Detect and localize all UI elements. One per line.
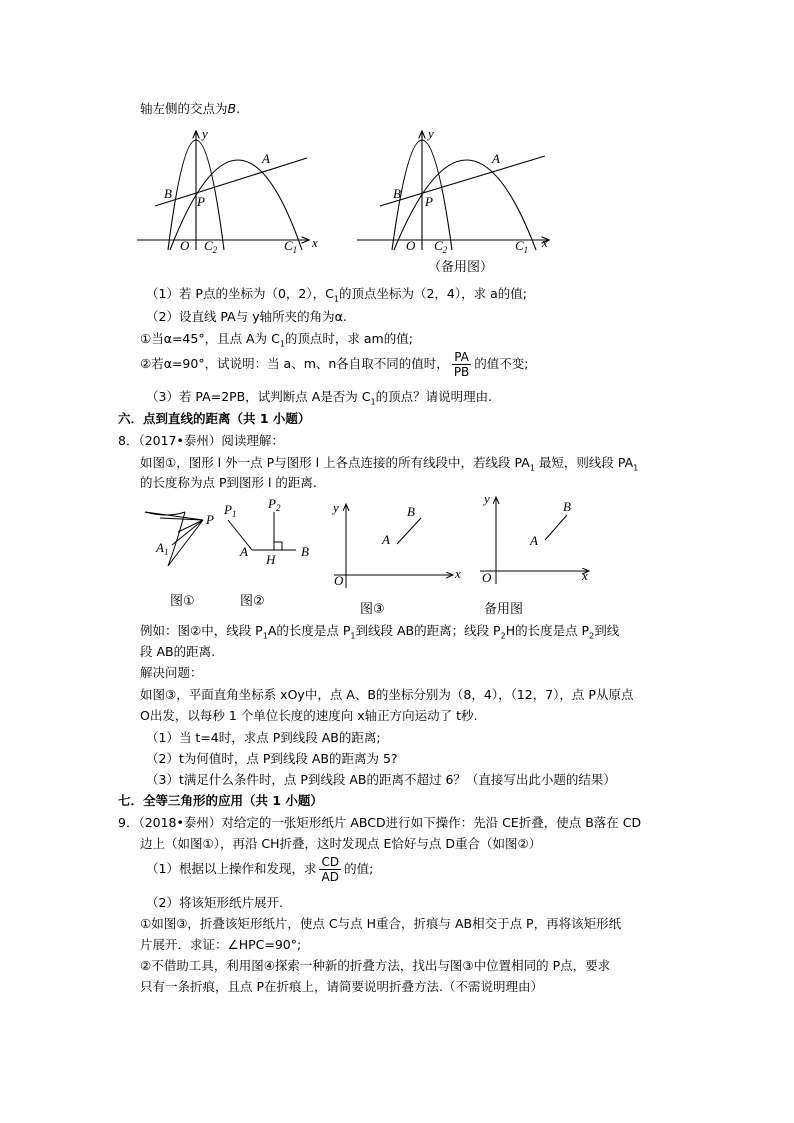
fig2-p2: $P_2$ xyxy=(268,496,281,513)
caption-fig4: 备用图 xyxy=(484,602,524,617)
fig3-y: y xyxy=(333,500,339,515)
q7-part2b: ②若α=90°，试说明：当 a、m、n各自取不同的值时， $\frac{PA}{PB}$ 的值不变; xyxy=(140,350,529,379)
fig1-shape xyxy=(145,512,203,566)
label-c2: $C_2$ xyxy=(204,238,218,255)
label-o-2: O xyxy=(406,238,416,253)
fig3-axes xyxy=(334,505,452,588)
q8-setup1: 如图③，平面直角坐标系 xOy中，点 A、B的坐标分别为（8，4），（12，7），点 P从原点 xyxy=(140,687,634,702)
q7-part2: （2）设直线 PA与 y轴所夹的角为α. xyxy=(146,309,347,324)
section-6-title: 六．点到直线的距离（共 1 小题） xyxy=(118,411,311,426)
q7-part1: （1）若 P点的坐标为（0，2），$C_1$的顶点坐标为（2，4），求 a的值; xyxy=(146,286,527,304)
q9-part2: （2）将该矩形纸片展开. xyxy=(146,895,283,910)
caption-fig1: 图① xyxy=(170,594,195,609)
q8-part2: （2）t为何值时，点 P到线段 AB的距离为 5? xyxy=(146,751,398,766)
fig3-b: B xyxy=(407,504,415,519)
q9-part2a-line1: ①如图③，折叠该矩形纸片，使点 C与点 H重合，折痕与 AB相交于点 P，再将该矩形纸 xyxy=(140,916,622,931)
q8-heading: 8．（2017•泰州）阅读理解： xyxy=(118,433,284,448)
caption-fig3: 图③ xyxy=(360,602,385,617)
q8-part3: （3）t满足什么条件时，点 P到线段 AB的距离不超过 6？（直接写出此小题的结果） xyxy=(146,772,616,787)
fig4-y: y xyxy=(484,491,490,506)
q8-line2: 的长度称为点 P到图形 l 的距离. xyxy=(140,475,317,490)
fig1-a1: $A_1$ xyxy=(156,540,169,557)
fig1-p: P xyxy=(206,512,214,527)
fig3-segment-ab xyxy=(397,518,421,544)
fig2-b: B xyxy=(301,544,309,559)
fig4-x: x xyxy=(582,568,588,583)
fig4-segment-ab xyxy=(545,515,567,540)
label-b: B xyxy=(164,186,172,201)
backup-figure-caption: （备用图） xyxy=(428,260,494,275)
fig4-o: O xyxy=(482,570,492,585)
label-c1-2: $C_1$ xyxy=(515,238,529,255)
fig4-a: A xyxy=(530,533,538,548)
q9-line2: 边上（如图①），再沿 CH折叠，这时发现点 E恰好与点 D重合（如图②） xyxy=(140,836,542,851)
label-p-2: P xyxy=(425,194,433,209)
q9-part1: （1）根据以上操作和发现，求 $\frac{CD}{AD}$ 的值; xyxy=(146,855,374,884)
label-x: x xyxy=(312,235,318,250)
q8-line1: 如图①，图形 l 外一点 P与图形 l 上各点连接的所有线段中，若线段 $PA_1$ 最短，则线段 $PA_1$ xyxy=(140,455,639,473)
q8-setup2: O出发，以每秒 1 个单位长度的速度向 x轴正方向运动了 t秒. xyxy=(140,708,478,723)
q7-continuation: 轴左侧的交点为B. xyxy=(140,101,241,116)
label-c1: $C_1$ xyxy=(284,238,298,255)
q9-line1: 9．（2018•泰州）对给定的一张矩形纸片 ABCD进行如下操作：先沿 CE折叠，使点 B落在 CD xyxy=(118,815,642,830)
fig2-p1: $P_1$ xyxy=(224,502,237,519)
label-y-2: y xyxy=(428,126,434,141)
section-7-title: 七．全等三角形的应用（共 1 小题） xyxy=(118,793,323,808)
q8-example-line1: 例如：图②中，线段 $P_1A$的长度是点 $P_1$到线段 AB的距离；线段 $P_2H$的长度是点 $P_2$到线 xyxy=(140,623,620,641)
q7-part2a: ①当α=45°，且点 A为 $C_1$的顶点时，求 am的值; xyxy=(140,331,413,349)
q9-part2b-line2: 只有一条折痕，且点 P在折痕上，请简要说明折叠方法.（不需说明理由） xyxy=(140,979,543,994)
q8-example-line2: 段 AB的距离. xyxy=(140,644,216,659)
fig3-o: O xyxy=(334,573,344,588)
label-p: P xyxy=(197,194,205,209)
fig2-a: A xyxy=(240,544,248,559)
fig3-x: x xyxy=(455,566,461,581)
q9-part2b-line1: ②不借助工具，利用图④探索一种新的折叠方法，找出与图③中位置相同的 P点，要求 xyxy=(140,958,611,973)
label-a: A xyxy=(262,151,270,166)
label-c2-2: $C_2$ xyxy=(434,238,448,255)
q7-part3: （3）若 PA=2PB，试判断点 A是否为 $C_1$的顶点？请说明理由. xyxy=(146,389,493,407)
q8-part1: （1）当 t=4时，求点 P到线段 AB的距离; xyxy=(146,730,381,745)
fig3-a: A xyxy=(382,532,390,547)
fig4-b: B xyxy=(563,499,571,514)
label-a-2: A xyxy=(492,151,500,166)
label-b-2: B xyxy=(393,186,401,201)
label-y: y xyxy=(202,126,208,141)
fig2-shape xyxy=(228,512,296,550)
q8-solve: 解决问题： xyxy=(140,665,203,680)
caption-fig2: 图② xyxy=(240,594,265,609)
fig2-h: H xyxy=(266,552,276,567)
label-o: O xyxy=(180,238,190,253)
label-x-2: x xyxy=(542,235,548,250)
q9-part2a-line2: 片展开．求证：∠HPC=90°; xyxy=(140,937,302,952)
